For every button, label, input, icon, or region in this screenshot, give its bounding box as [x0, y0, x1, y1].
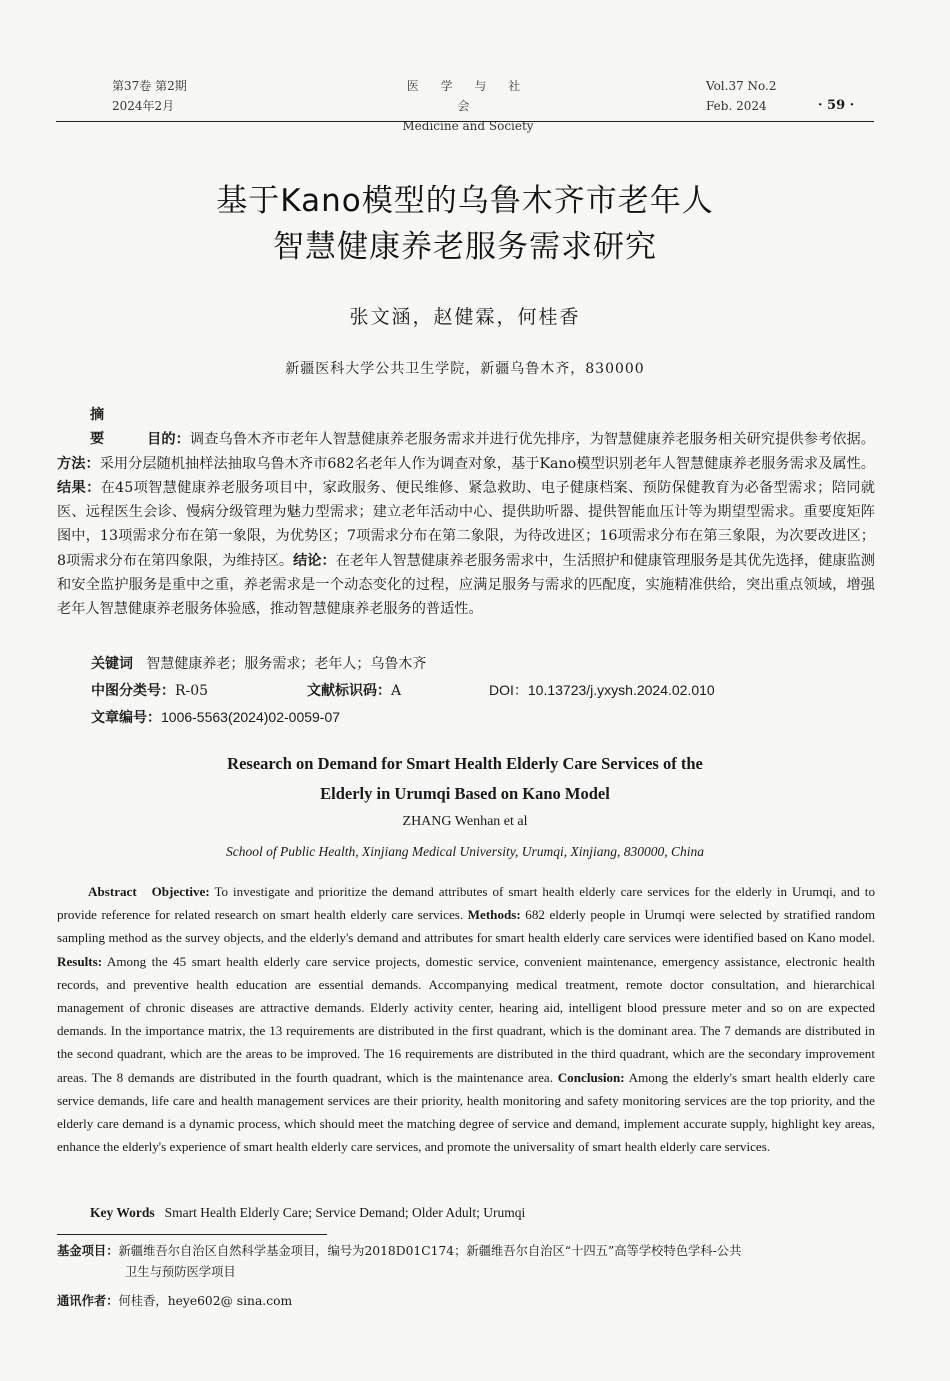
article-number-label: 文章编号：: [91, 710, 161, 726]
abstract-cn: [57, 403, 875, 622]
abstract-en-conclusion-label: Conclusion:: [557, 1069, 625, 1085]
footnote-divider: [57, 1234, 327, 1235]
fund-text-line1: 新疆维吾尔自治区自然科学基金项目，编号为2018D01C174；新疆维吾尔自治区“十四五”高等学校特色学科-公共: [118, 1244, 742, 1258]
article-number-row: [91, 707, 340, 727]
header-journal: [398, 76, 538, 136]
corresponding-label: 通讯作者：: [57, 1294, 119, 1308]
header-date-en: Feb. 2024: [706, 99, 767, 113]
abstract-en-results: Among the 45 smart health elderly care service projects, domestic service, convenient maintenance, emergency assistance, electronic health records, and preventive health education are essential demands. Accompanying medical treatment, remote doctor consultation, and hierarchical management of chronic diseases are attractive demands. Elderly activity center, hearing aid, intelligent blood pressure meter and so on are expected demands. In the importance matrix, the 13 requirements are distributed in the first quadrant, which is the dominant area. The 7 demands are distributed in the second quadrant, which are the areas to be improved. The 16 requirements are distributed in the third quadrant, which are the secondary improvement areas. The 8 demands are distributed in the fourth quadrant, which is the maintenance area.: [57, 953, 875, 1085]
abstract-cn-results-label: 结果：: [57, 479, 101, 496]
header-journal-en: Medicine and Society: [402, 119, 534, 133]
fund-text-line2: 卫生与预防医学项目: [125, 1265, 236, 1279]
corresponding-author: [57, 1291, 292, 1312]
abstract-cn-label: 摘 要: [90, 407, 113, 448]
page-number: · 59 ·: [818, 98, 855, 113]
article-authors: 张文涵，赵健霖，何桂香: [349, 306, 581, 328]
abstract-cn-conclusion-label: 结论：: [293, 552, 336, 569]
abstract-en-label: Abstract: [88, 884, 137, 899]
abstract-en: [57, 880, 875, 1158]
abstract-en-results-label: Results:: [57, 953, 103, 969]
keywords-en-label: Key Words: [90, 1205, 155, 1220]
keywords-cn-value: 智慧健康养老；服务需求；老年人；乌鲁木齐: [146, 656, 427, 672]
article-title-line1: 基于Kano模型的乌鲁木齐市老年人: [216, 183, 714, 219]
fund-label: 基金项目：: [57, 1244, 119, 1258]
abstract-en-conclusion: Among the elderly's smart health elderly care service demands, life care and health management services are their priority, health monitoring and safety monitoring services are the top priority, and the elderly care demand is a dynamic process, which should meet the matching degree of service and demand, implement accurate supply, highlight key areas, enhance the elderly's experience of smart health elderly care services, and promote the universality of smart health elderly care services.: [57, 1069, 875, 1155]
english-author: ZHANG Wenhan et al: [402, 814, 528, 829]
keywords-cn: [91, 653, 426, 673]
abstract-en-objective: To investigate and prioritize the demand attributes of smart health elderly care services for the elderly in Urumqi, and to provide reference for related research on smart health elderly care services.: [57, 884, 875, 923]
article-number-value: 1006-5563(2024)02-0059-07: [161, 709, 341, 725]
keywords-en: [90, 1205, 525, 1221]
abstract-cn-objective: 调查乌鲁木齐市老年人智慧健康养老服务需求并进行优先排序，为智慧健康养老服务相关研究提供参考依据。: [189, 431, 875, 448]
header-divider: [56, 121, 874, 122]
header-journal-cn: 医 学 与 社 会: [406, 79, 530, 113]
header-date-cn: 2024年2月: [112, 99, 175, 113]
abstract-cn-methods-label: 方法：: [57, 455, 100, 472]
clc-value: R-05: [175, 683, 209, 699]
abstract-en-objective-label: Objective:: [151, 884, 210, 899]
doc-code-label: 文献标识码：: [307, 683, 391, 699]
header-volume: [112, 76, 187, 116]
doc-code-value: A: [391, 683, 402, 699]
abstract-en-methods-label: Methods:: [467, 907, 521, 923]
abstract-cn-results: 在45项智慧健康养老服务项目中，家政服务、便民维修、紧急救助、电子健康档案、预防保健教育为必备型需求；陪同就医、远程医生会诊、慢病分级管理为魅力型需求；建立老年活动中心、提供助听器、提供智能血压计等为期望型需求。重要度矩阵图中，13项需求分布在第一象限，为优势区；7项需求分布在第二象限，为待改进区；16项需求分布在第三象限，为次要改进区；8项需求分布在第四象限，为维持区。: [57, 479, 875, 569]
abstract-cn-objective-label: 目的：: [147, 431, 190, 448]
english-title-line1: Research on Demand for Smart Health Elderly Care Services of the: [227, 754, 703, 773]
doi: DOI：10.13723/j.yxysh.2024.02.010: [489, 682, 715, 698]
header-volume-en: [706, 76, 777, 116]
abstract-en-methods: 682 elderly people in Urumqi were selected by stratified random sampling method as the survey objects, and the elderly's demand and attributes for smart health elderly care services were identified based on Kano model.: [57, 907, 876, 946]
english-title-line2: Elderly in Urumqi Based on Kano Model: [320, 784, 610, 803]
keywords-en-value: Smart Health Elderly Care; Service Demand; Older Adult; Urumqi: [164, 1205, 526, 1220]
article-affiliation: 新疆医科大学公共卫生学院，新疆乌鲁木齐，830000: [285, 361, 645, 377]
fund-note: [57, 1241, 875, 1283]
corresponding-value: 何桂香，heye602@ sina.com: [118, 1294, 293, 1308]
classification-row: [91, 680, 715, 700]
header-vol-no: Vol.37 No.2: [706, 79, 777, 93]
abstract-cn-methods: 采用分层随机抽样法抽取乌鲁木齐市682名老年人作为调查对象，基于Kano模型识别老年人智慧健康养老服务需求及属性。: [99, 455, 875, 472]
keywords-cn-label: 关键词: [91, 656, 133, 672]
abstract-cn-conclusion: 在老年人智慧健康养老服务需求中，生活照护和健康管理服务是其优先选择，健康监测和安全监护服务是重中之重，养老需求是一个动态变化的过程，应满足服务与需求的匹配度，实施精准供给，突出重点领域，增强老年人智慧健康养老服务体验感，推动智慧健康养老服务的普适性。: [57, 552, 875, 618]
english-affiliation: School of Public Health, Xinjiang Medical University, Urumqi, Xinjiang, 830000, China: [225, 844, 705, 859]
header-volume-issue: 第37卷 第2期: [112, 79, 187, 93]
clc-label: 中图分类号：: [91, 683, 175, 699]
article-title-line2: 智慧健康养老服务需求研究: [273, 229, 657, 265]
